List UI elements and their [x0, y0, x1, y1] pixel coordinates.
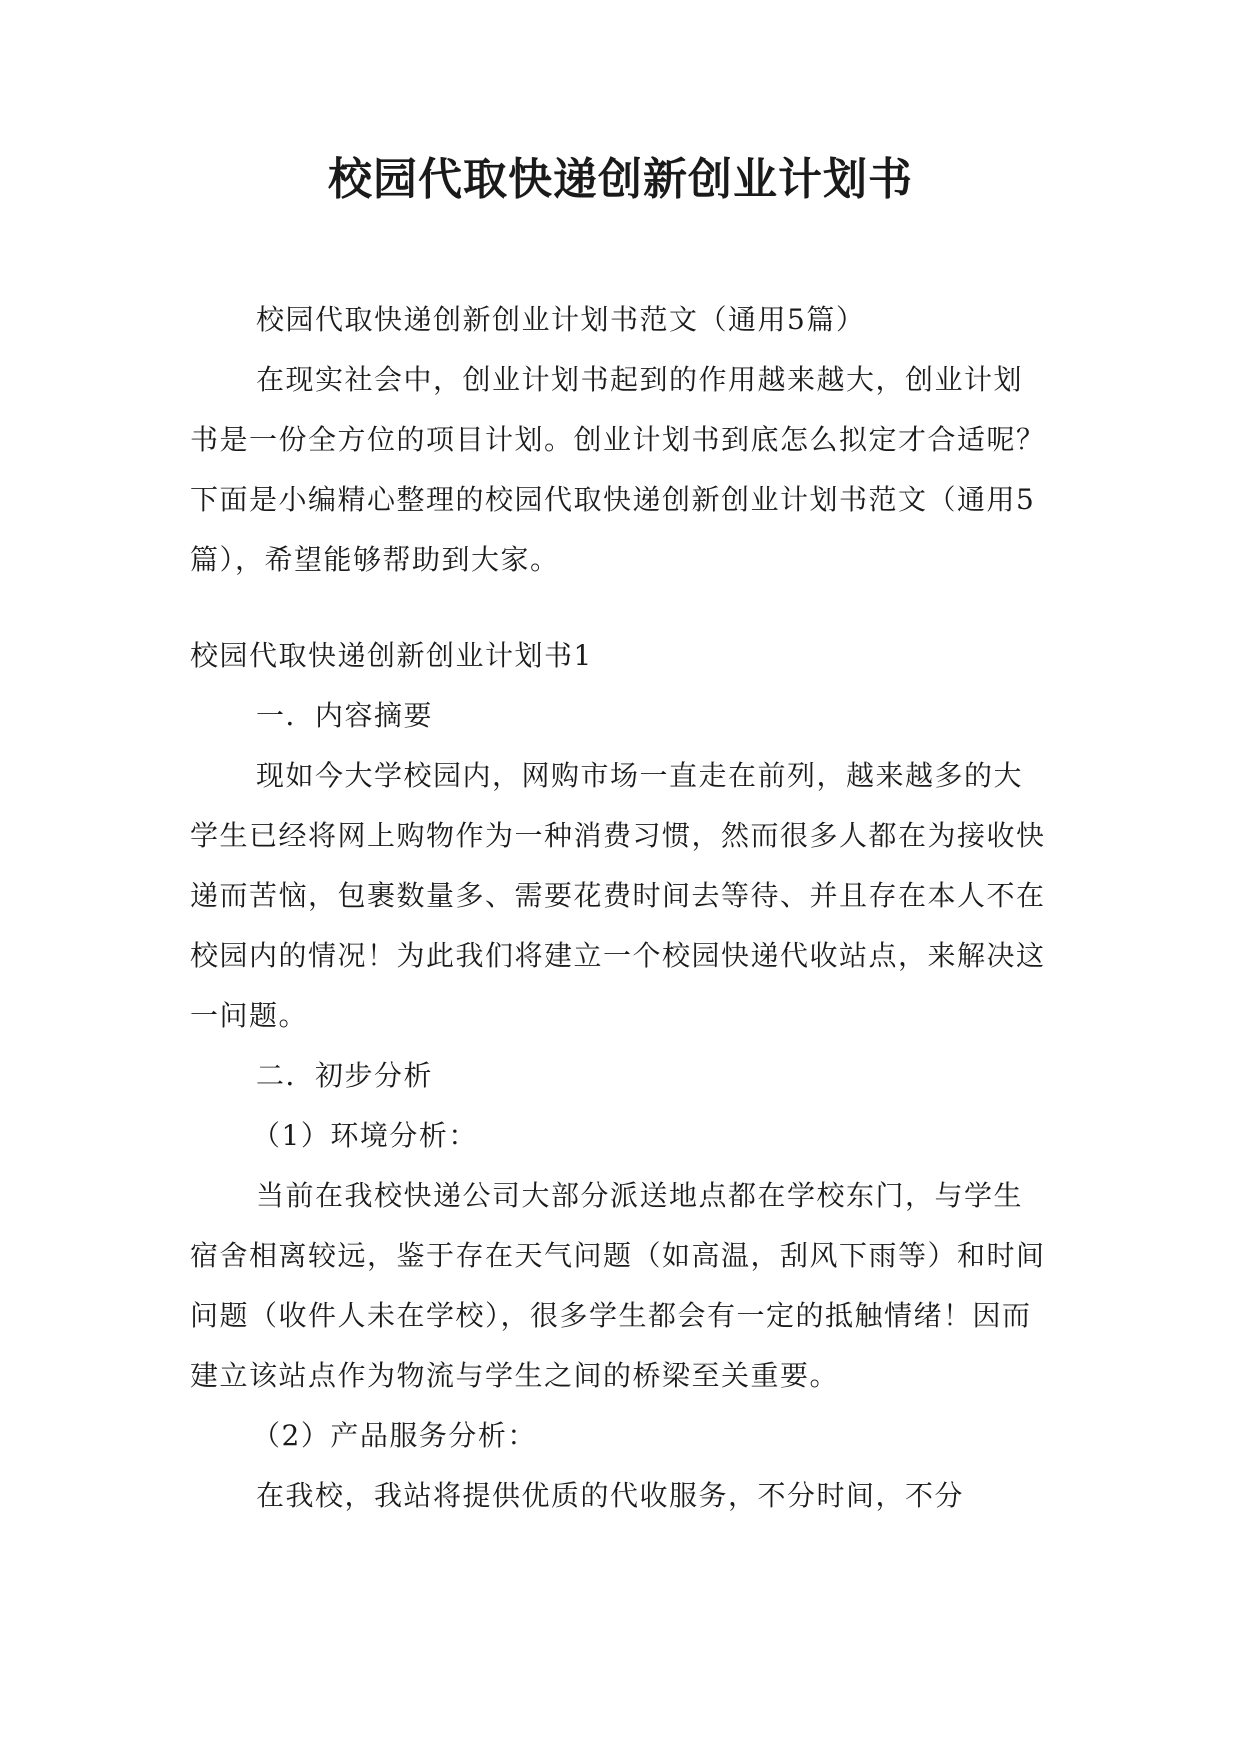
- document-subtitle: 校园代取快递创新创业计划书范文（通用5篇）: [256, 303, 866, 336]
- sub1-heading: （1）环境分析：: [252, 1119, 478, 1152]
- part1-paragraph: 现如今大学校园内，网购市场一直走在前列，越来越多的大学生已经将网上购物作为一种消费习惯，然而很多人都在为接收快递而苦恼，包裹数量多、需要花费时间去等待、并且存在本人不在校园内的情况！为此我们将建立一个校园快递代收站点，来解决这一问题。: [190, 759, 1046, 1032]
- paragraph-gap: [190, 590, 1048, 626]
- part1-heading: 一．内容摘要: [256, 699, 434, 732]
- section-heading: 校园代取快递创新创业计划书1: [190, 639, 593, 672]
- document-body: [190, 290, 1048, 1526]
- sub2-paragraph: 在我校，我站将提供优质的代收服务，不分时间，不分: [256, 1479, 965, 1512]
- sub2-heading: （2）产品服务分析：: [252, 1419, 537, 1452]
- intro-paragraph: 在现实社会中，创业计划书起到的作用越来越大，创业计划书是一份全方位的项目计划。创业计划书到底怎么拟定才合适呢？下面是小编精心整理的校园代取快递创新创业计划书范文（通用5篇），希望能够帮助到大家。: [190, 363, 1046, 576]
- part2-heading: 二．初步分析: [256, 1059, 434, 1092]
- document-title: 校园代取快递创新创业计划书: [328, 154, 913, 205]
- sub1-paragraph: 当前在我校快递公司大部分派送地点都在学校东门，与学生宿舍相离较远，鉴于存在天气问题（如高温，刮风下雨等）和时间问题（收件人未在学校），很多学生都会有一定的抵触情绪！因而建立该站点作为物流与学生之间的桥梁至关重要。: [190, 1179, 1046, 1392]
